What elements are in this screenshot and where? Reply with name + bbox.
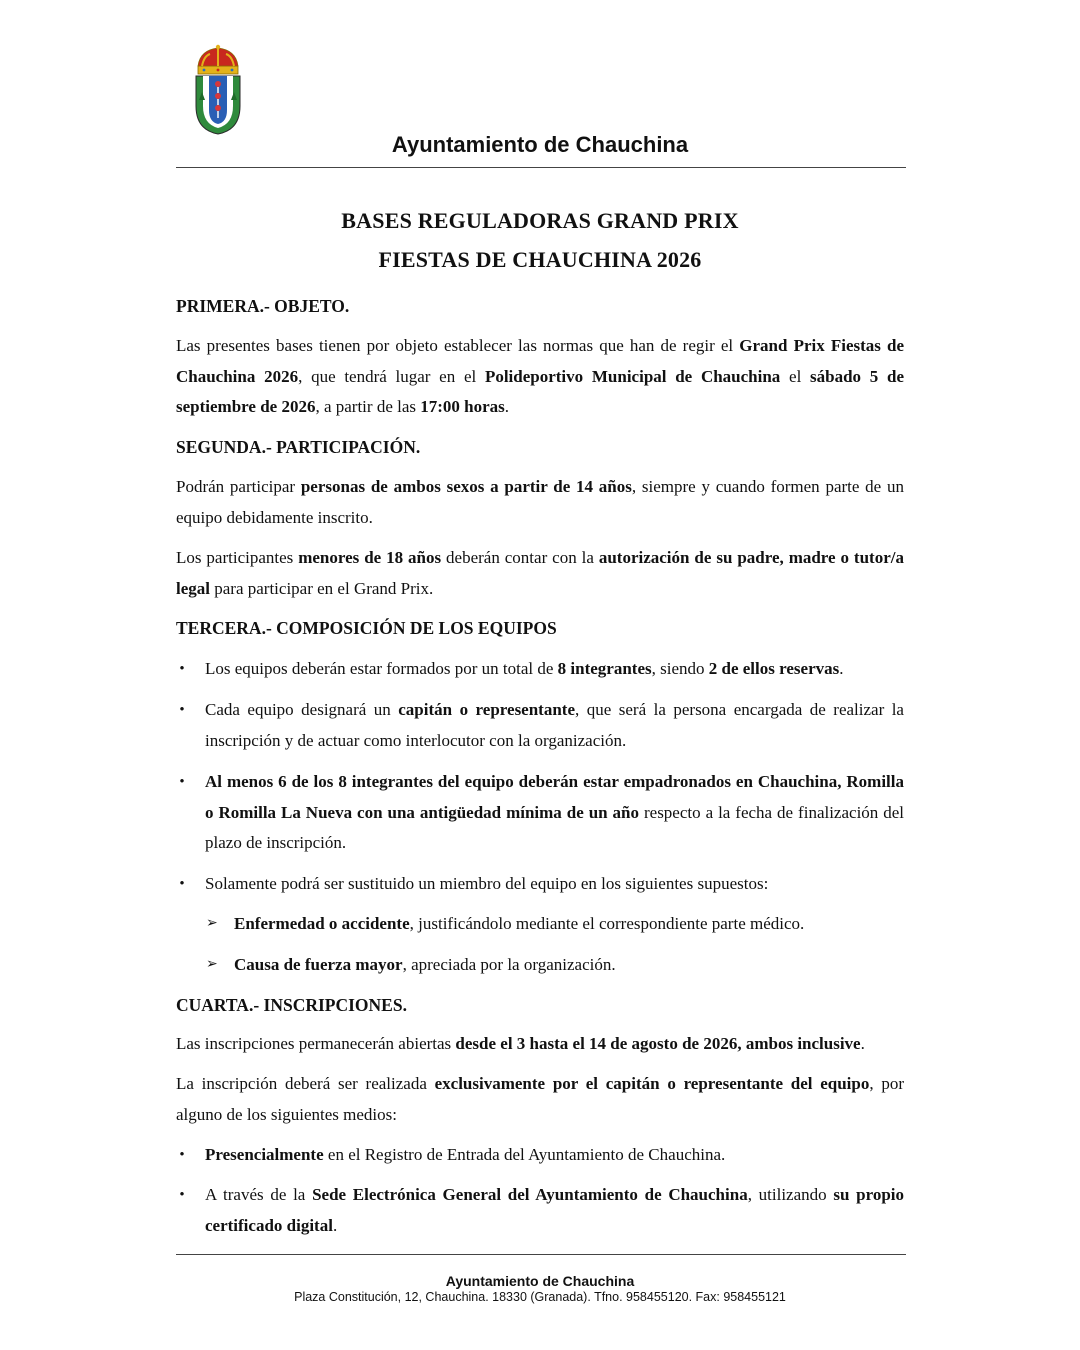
bullet-icon: • [179, 661, 185, 677]
paragraph-primera-1: Las presentes bases tienen por objeto establecer las normas que han de regir el Grand Prix Fiestas de Chauchina 2026, que tendrá lugar en el Polideportivo Municipal de Chauchina el sábado 5 de septiembre de 2026, a partir de las 17:00 horas. [176, 336, 904, 416]
header-divider [176, 167, 906, 168]
arrow-bullet-icon: ➢ [206, 916, 218, 931]
list-item [176, 654, 904, 685]
document-title-line-1: BASES REGULADORAS GRAND PRIX [341, 208, 739, 233]
arrow-bullet-icon: ➢ [206, 957, 218, 972]
list-item [176, 695, 904, 756]
sub-list-item-text: Enfermedad o accidente, justificándolo mediante el correspondiente parte médico. [234, 914, 805, 933]
list-item-text: Cada equipo designará un capitán o representante, que será la persona encargada de realizar la inscripción y de actuar como interlocutor con la organización. [205, 700, 904, 750]
bullet-icon: • [179, 702, 185, 718]
sub-list-item [206, 950, 904, 981]
footer-divider [176, 1254, 906, 1255]
bullet-icon: • [179, 774, 185, 790]
footer-title: Ayuntamiento de Chauchina [445, 1273, 635, 1289]
list-item [176, 1140, 904, 1171]
section-heading-tercera: TERCERA.- COMPOSICIÓN DE LOS EQUIPOS [176, 618, 557, 638]
sub-list-item-text: Causa de fuerza mayor, apreciada por la organización. [234, 955, 616, 974]
sub-list-item [206, 909, 904, 940]
list-item-text: Presencialmente en el Registro de Entrada del Ayuntamiento de Chauchina. [205, 1145, 726, 1164]
paragraph-segunda-2: Los participantes menores de 18 años deberán contar con la autorización de su padre, madre o tutor/a legal para participar en el Grand Prix. [176, 548, 904, 598]
header-title: Ayuntamiento de Chauchina [391, 132, 689, 157]
document-title-line-2: FIESTAS DE CHAUCHINA 2026 [378, 247, 702, 272]
bullet-icon: • [179, 876, 185, 892]
bullet-icon: • [179, 1187, 185, 1203]
list-item-text: Solamente podrá ser sustituido un miembro del equipo en los siguientes supuestos: [205, 874, 769, 893]
section-heading-segunda: SEGUNDA.- PARTICIPACIÓN. [176, 437, 421, 457]
bullet-icon: • [179, 1147, 185, 1163]
list-item-text: Los equipos deberán estar formados por un total de 8 integrantes, siendo 2 de ellos reservas. [205, 659, 844, 678]
section-heading-primera: PRIMERA.- OBJETO. [176, 296, 350, 316]
list-item-text: Al menos 6 de los 8 integrantes del equipo deberán estar empadronados en Chauchina, Romilla o Romilla La Nueva con una antigüedad mínima de un año respecto a la fecha de finalización del plazo de inscripción. [205, 772, 905, 852]
footer-address: Plaza Constitución, 12, Chauchina. 18330 (Granada). Tfno. 958455120. Fax: 958455121 [294, 1290, 786, 1304]
paragraph-cuarta-2: La inscripción deberá ser realizada exclusivamente por el capitán o representante del equipo, por alguno de los siguientes medios: [176, 1074, 905, 1124]
list-item-text: A través de la Sede Electrónica General del Ayuntamiento de Chauchina, utilizando su propio certificado digital. [205, 1185, 905, 1235]
section-heading-cuarta: CUARTA.- INSCRIPCIONES. [176, 995, 407, 1015]
list-item [176, 767, 904, 859]
list-item [176, 1180, 904, 1241]
paragraph-cuarta-1: Las inscripciones permanecerán abiertas desde el 3 hasta el 14 de agosto de 2026, ambos inclusive. [176, 1034, 865, 1053]
paragraph-segunda-1: Podrán participar personas de ambos sexos a partir de 14 años, siempre y cuando formen parte de un equipo debidamente inscrito. [176, 477, 904, 527]
list-item [176, 869, 904, 900]
municipal-coat-of-arms-icon [190, 44, 246, 136]
